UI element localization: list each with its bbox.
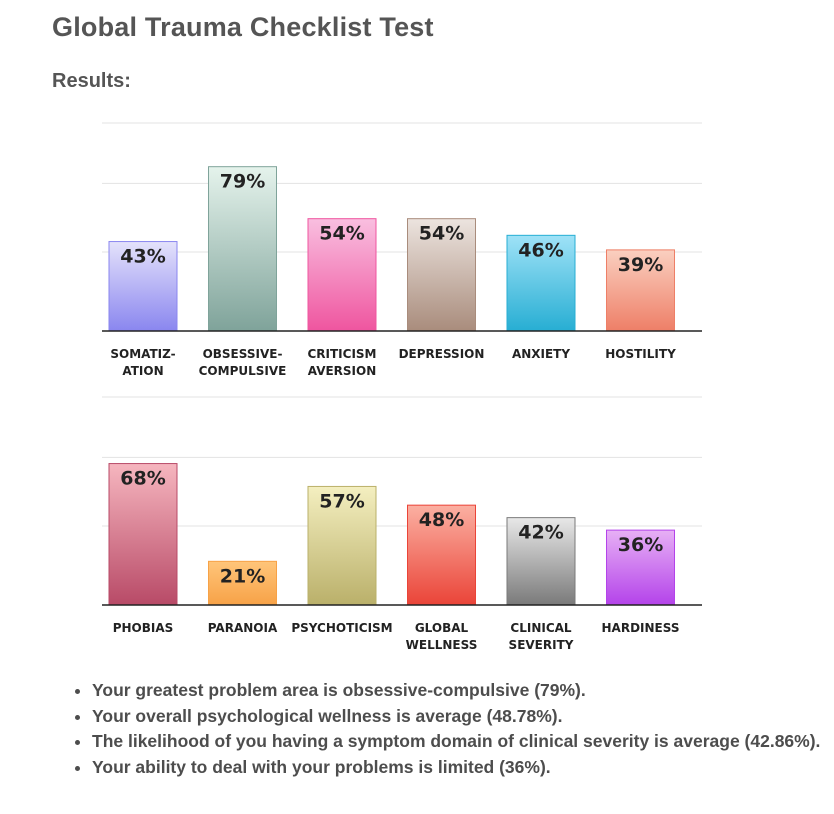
category-label: CLINICAL SEVERITY [508,621,574,652]
bar-value-label: 48% [418,509,465,532]
results-bar-charts [0,110,834,670]
page-title: Global Trauma Checklist Test [52,12,434,42]
bar-value-label: 36% [617,534,664,557]
category-label: PARANOIA [207,621,278,635]
category-label: CRITICISM AVERSION [307,347,377,378]
category-label: HOSTILITY [605,347,676,361]
results-list [52,678,832,780]
result-item-clinical-severity: • The likelihood of you having a symptom domain of clinical severity is average (42.86%). [92,729,832,755]
bar-value-label: 54% [418,222,465,245]
bar-value-label: 46% [518,239,564,262]
bar-value-label: 39% [617,253,664,276]
result-item-greatest-problem: • Your greatest problem area is obsessive-compulsive (79%). [92,678,832,704]
chart-panel-1 [102,123,702,378]
category-label: PSYCHOTICISM [291,621,393,635]
category-label: SOMATIZ-ATION [110,347,176,378]
bar-value-label: 43% [120,245,166,268]
bar-value-label: 68% [120,467,166,490]
chart-panel-2 [102,397,702,652]
category-label: GLOBAL WELLNESS [405,621,478,652]
bar-value-label: 21% [219,565,266,588]
category-label: HARDINESS [601,621,680,635]
bar-value-label: 57% [319,490,365,513]
bar-value-label: 42% [518,521,564,544]
category-label: ANXIETY [511,347,571,361]
category-label: DEPRESSION [398,347,485,361]
bar-value-label: 54% [319,222,365,245]
category-label: PHOBIAS [112,621,174,635]
result-item-hardiness: • Your ability to deal with your problems is limited (36%). [92,755,832,781]
bar-value-label: 79% [219,170,266,193]
category-label: OBSESSIVE-COMPULSIVE [198,347,287,378]
result-item-wellness: • Your overall psychological wellness is average (48.78%). [92,704,832,730]
results-heading: Results: [52,70,131,92]
